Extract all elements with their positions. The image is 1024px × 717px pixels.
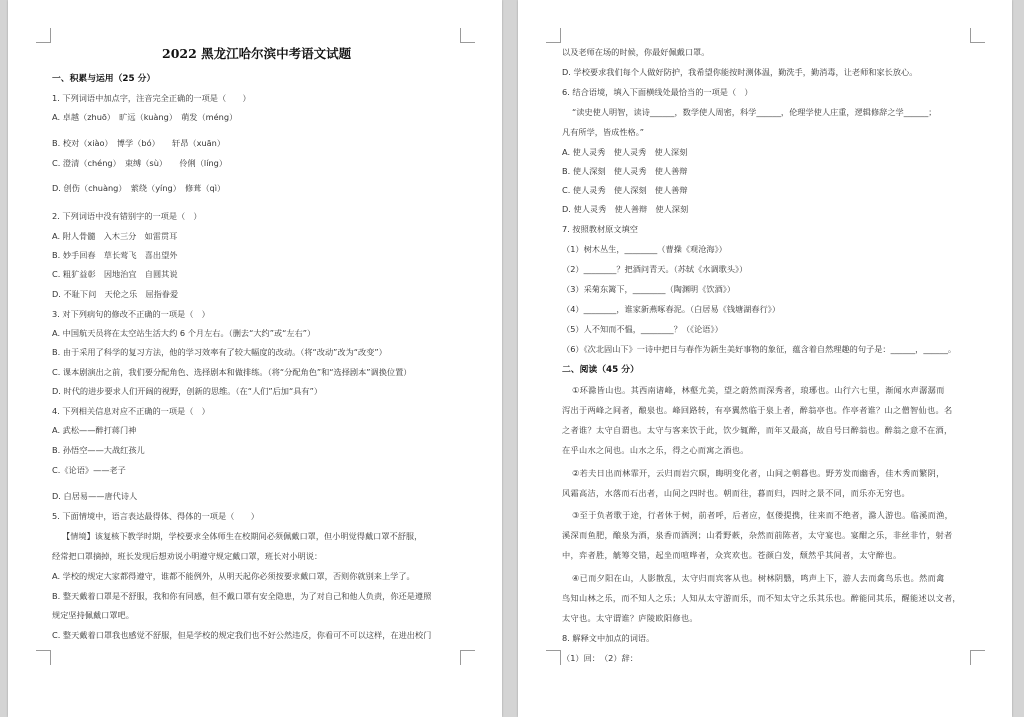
option-line: C. 粗犷益彰 因地治宜 自圆其说 bbox=[52, 269, 178, 279]
fill-blank-line: （3）采菊东篱下，________（陶渊明《饮酒》） bbox=[562, 284, 736, 294]
option-line: 规定坚持佩戴口罩吧。 bbox=[52, 610, 134, 620]
section-heading: 一、积累与运用（25 分） bbox=[52, 74, 156, 84]
question-1: 1. 下列词语中加点字，注音完全正确的一项是（ ） bbox=[52, 93, 251, 103]
option-line: 以及老师在场的时候，你最好佩戴口罩。 bbox=[562, 47, 710, 57]
option-line: D. 时代的进步要求人们开阔的视野，创新的思维。（在“人们”后加“具有”） bbox=[52, 386, 323, 396]
option-line: C. 课本剧演出之前，我们要分配角色、选择剧本和做排练。（将“分配角色”和“选择剧本”调换位置） bbox=[52, 367, 412, 377]
passage-line: 鸟知山林之乐，而不知人之乐；人知从太守游而乐，而不知太守之乐其乐也。醉能同其乐，醒能述以文者， bbox=[562, 593, 961, 603]
document-page-1 bbox=[8, 0, 502, 717]
context-text: 【情境】该复核下教学时期，学校要求全体师生在校期间必须佩戴口罩，但小明觉得戴口罩不舒服， bbox=[62, 531, 423, 541]
question-8: 8. 解释文中加点的词语。 bbox=[562, 633, 655, 643]
option-line: A. 附人骨髓 入木三分 如雷贯耳 bbox=[52, 231, 178, 241]
corner-mark bbox=[36, 650, 51, 665]
option-line: A. 学校的规定大家都得遵守，谁都不能例外，从明天起你必须按要求戴口罩，否则你就别来上学了。 bbox=[52, 571, 415, 581]
option-line: B. 整天戴着口罩是不舒服，我和你有同感，但不戴口罩有安全隐患，为了对自己和他人负责，你还是遵照 bbox=[52, 591, 432, 601]
option-line: B. 孙悟空——大战红孩儿 bbox=[52, 445, 145, 455]
question-7: 7. 按照教材原文填空 bbox=[562, 224, 638, 234]
option-line: D. 白居易——唐代诗人 bbox=[52, 491, 138, 501]
document-page-2 bbox=[518, 0, 1012, 717]
passage-line: 中，弈者胜，觥筹交错，起坐而喧哗者，众宾欢也。苍颜白发，颓然乎其间者，太守醉也。 bbox=[562, 550, 902, 560]
corner-mark bbox=[970, 28, 985, 43]
passage-line: 风霜高洁，水落而石出者，山间之四时也。朝而往，暮而归，四时之景不同，而乐亦无穷也。 bbox=[562, 488, 910, 498]
option-line: C. 澄清（chéng） 束缚（sù） 伶俐（líng） bbox=[52, 158, 228, 168]
fill-blank-line: （1）回： （2）辞： bbox=[562, 653, 638, 663]
option-line: B. 使人深刻 使人灵秀 使人善辩 bbox=[562, 166, 688, 176]
question-2: 2. 下列词语中没有错别字的一项是（ ） bbox=[52, 211, 202, 221]
passage-line: 之者谁？太守自谓也。太守与客来饮于此，饮少辄醉，而年又最高，故自号曰醉翁也。醉翁之意不在酒， bbox=[562, 425, 953, 435]
passage-line: 太守也。太守谓谁？庐陵欧阳修也。 bbox=[562, 613, 698, 623]
section-heading: 二、阅读（45 分） bbox=[562, 365, 639, 375]
option-line: D. 创伤（chuàng） 萦绕（yíng） 修葺（qì） bbox=[52, 183, 226, 193]
question-3: 3. 对下列病句的修改不正确的一项是（ ） bbox=[52, 309, 210, 319]
corner-mark bbox=[546, 28, 561, 43]
option-line: B. 妙手回春 草长莺飞 喜出望外 bbox=[52, 250, 178, 260]
question-5: 5. 下面情境中，语言表达最得体、得体的一项是（ ） bbox=[52, 511, 259, 521]
option-line: D. 学校要求我们每个人做好防护，我希望你能按时测体温，勤洗手，勤消毒，让老师和家长放心。 bbox=[562, 67, 918, 77]
passage-line: 溪深而鱼肥，酿泉为酒，泉香而酒洌；山肴野蔌，杂然而前陈者，太守宴也。宴酣之乐，非丝非竹，射者 bbox=[562, 530, 953, 540]
corner-mark bbox=[36, 28, 51, 43]
passage-line: 在乎山水之间也。山水之乐，得之心而寓之酒也。 bbox=[562, 445, 749, 455]
corner-mark bbox=[460, 28, 475, 43]
fill-blank-line: （4）________，谁家新燕啄春泥。（白居易《钱塘湖春行》） bbox=[562, 304, 781, 314]
option-line: C.《论语》——老子 bbox=[52, 465, 126, 475]
passage-line: ②若夫日出而林霏开，云归而岩穴暝，晦明变化者，山间之朝暮也。野芳发而幽香，佳木秀而繁阴， bbox=[572, 468, 945, 478]
option-line: C. 使人灵秀 使人深刻 使人善辩 bbox=[562, 185, 688, 195]
quote-text: “读史使人明智，读诗______，数学使人周密，科学______，伦理学使人庄重，逻辑修辞之学______； bbox=[572, 107, 937, 117]
option-line: A. 武松——醉打蒋门神 bbox=[52, 425, 137, 435]
corner-mark bbox=[970, 650, 985, 665]
passage-line: ①环滁皆山也。其西南诸峰，林壑尤美，望之蔚然而深秀者，琅琊也。山行六七里，渐闻水声潺潺而 bbox=[572, 385, 945, 395]
fill-blank-line: （5）人不知而不愠，________？（《论语》） bbox=[562, 324, 723, 334]
option-line: A. 卓越（zhuō） 旷远（kuàng） 萌发（méng） bbox=[52, 112, 238, 122]
option-line: B. 校对（xiào） 博学（bó） 轩昂（xuān） bbox=[52, 138, 226, 148]
question-6: 6. 结合语境，填入下面横线处最恰当的一项是（ ） bbox=[562, 87, 753, 97]
question-4: 4. 下列相关信息对应不正确的一项是（ ） bbox=[52, 406, 210, 416]
corner-mark bbox=[460, 650, 475, 665]
option-line: C. 整天戴着口罩我也感觉不舒服，但是学校的规定我们也不好公然违反，你看可不可以这样，在进出校门 bbox=[52, 630, 432, 640]
passage-line: 泻出于两峰之间者，酿泉也。峰回路转，有亭翼然临于泉上者，醉翁亭也。作亭者谁？山之僧智仙也。名 bbox=[562, 405, 953, 415]
fill-blank-line: （6）《次北固山下》一诗中把日与春作为新生美好事物的象征，蕴含着自然理趣的句子是：______，______。 bbox=[562, 344, 957, 354]
document-title: 2022 黑龙江哈尔滨中考语文试题 bbox=[162, 46, 352, 61]
option-line: A. 使人灵秀 使人灵秀 使人深刻 bbox=[562, 147, 688, 157]
fill-blank-line: （2）________？把酒问青天。（苏轼《水调歌头》） bbox=[562, 264, 748, 274]
passage-line: ③至于负者歌于途，行者休于树，前者呼，后者应，伛偻提携，往来而不绝者，滁人游也。临溪而渔， bbox=[572, 510, 954, 520]
corner-mark bbox=[546, 650, 561, 665]
option-line: D. 使人灵秀 使人善辩 使人深刻 bbox=[562, 204, 689, 214]
fill-blank-line: （1）树木丛生，________（曹操《观沧海》） bbox=[562, 244, 727, 254]
option-line: A. 中国航天员将在太空站生活大约 6 个月左右。（删去“大约”或“左右”） bbox=[52, 328, 316, 338]
option-line: B. 由于采用了科学的复习方法，他的学习效率有了较大幅度的改动。（将“改动”改为“改变”） bbox=[52, 347, 387, 357]
context-text: 经常把口罩摘掉，班长发现后想劝说小明遵守规定戴口罩，班长对小明说： bbox=[52, 551, 323, 561]
quote-text: 凡有所学，皆成性格。” bbox=[562, 127, 645, 137]
option-line: D. 不耻下问 天伦之乐 屈指眷爱 bbox=[52, 289, 179, 299]
passage-line: ④已而夕阳在山，人影散乱，太守归而宾客从也。树林阴翳，鸣声上下，游人去而禽鸟乐也。然而禽 bbox=[572, 573, 945, 583]
